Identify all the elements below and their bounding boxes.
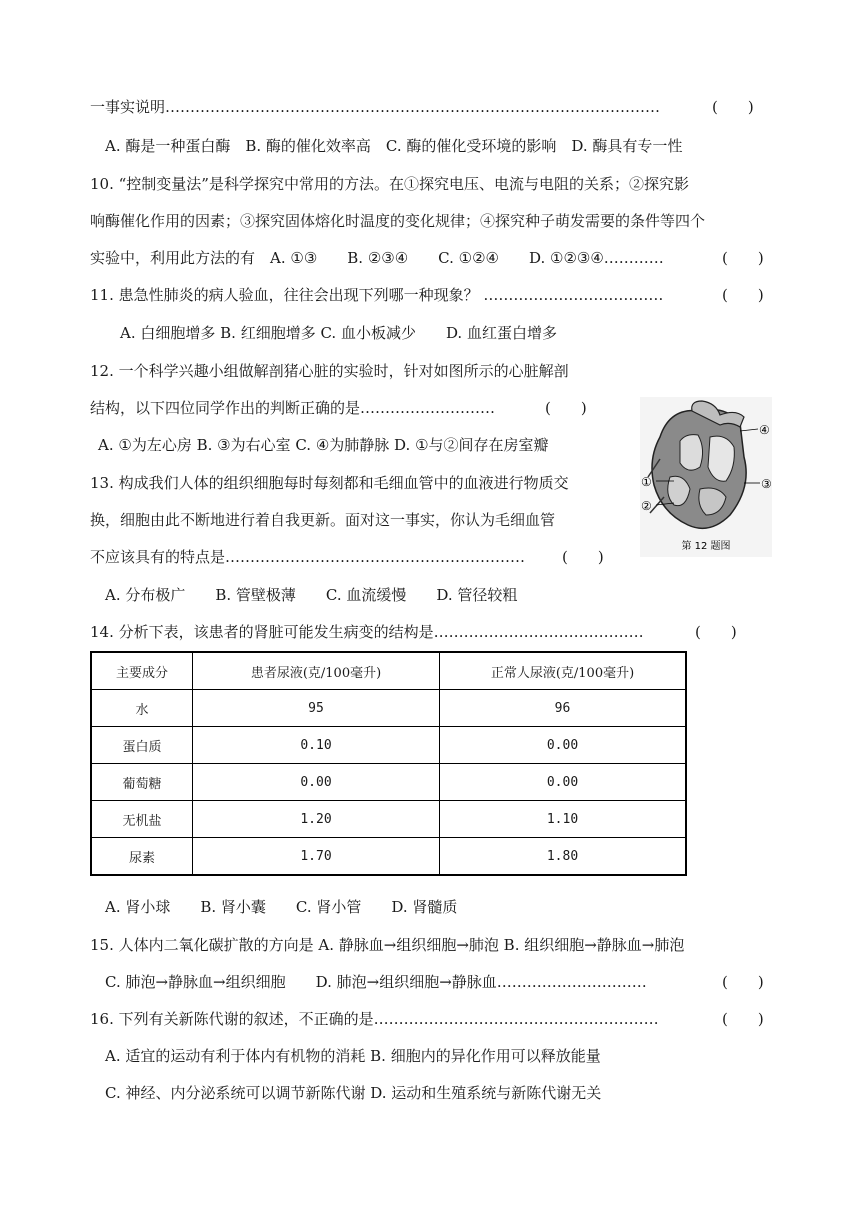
q13-line2: 换，细胞由此不断地进行着自我更新。面对这一事实，你认为毛细血管	[90, 511, 556, 529]
table-cell: 1.20	[193, 801, 440, 838]
q14-options: A. 肾小球 B. 肾小囊 C. 肾小管 D. 肾髓质	[105, 898, 458, 916]
table-cell: 1.10	[440, 801, 687, 838]
q9-stem-end: 一事实说明………………………………………………………………………………………	[90, 98, 661, 116]
q11-stem: 11. 患急性肺炎的病人验血，往往会出现下列哪一种现象？ ………………………………	[90, 286, 664, 304]
answer-bracket: ( )	[712, 98, 754, 116]
figure-label-1: ①	[641, 475, 652, 489]
q14-stem: 14. 分析下表，该患者的肾脏可能发生病变的结构是……………………………………	[90, 623, 644, 641]
table-row	[91, 690, 686, 727]
table-cell: 水	[91, 690, 193, 727]
table-cell: 0.00	[440, 764, 687, 801]
q16-stem: 16. 下列有关新陈代谢的叙述，不正确的是…………………………………………………	[90, 1010, 659, 1028]
q12-line1: 12. 一个科学兴趣小组做解剖猪心脏的实验时，针对如图所示的心脏解剖	[90, 362, 569, 380]
answer-bracket: ( )	[562, 548, 604, 566]
figure-label-2: ②	[641, 499, 652, 513]
table-cell: 95	[193, 690, 440, 727]
q9-options: A. 酶是一种蛋白酶 B. 酶的催化效率高 C. 酶的催化受环境的影响 D. 酶具有专一性	[105, 137, 683, 155]
q10-line3: 实验中，利用此方法的有 A. ①③ B. ②③④ C. ①②④ D. ①②③④…………	[90, 249, 664, 267]
table-header: 患者尿液(克/100毫升)	[193, 652, 440, 690]
heart-diagram-figure	[640, 397, 772, 557]
q13-line3: 不应该具有的特点是……………………………………………………	[90, 548, 526, 566]
table-row	[91, 764, 686, 801]
answer-bracket: ( )	[722, 249, 764, 267]
q16-options-1: A. 适宜的运动有利于体内有机物的消耗 B. 细胞内的异化作用可以释放能量	[105, 1047, 601, 1065]
table-cell: 0.00	[440, 727, 687, 764]
q10-line1: 10. “控制变量法”是科学探究中常用的方法。在①探究电压、电流与电阻的关系；②探究影	[90, 175, 689, 193]
table-cell: 尿素	[91, 838, 193, 876]
table-cell: 96	[440, 690, 687, 727]
q13-line1: 13. 构成我们人体的组织细胞每时每刻都和毛细血管中的血液进行物质交	[90, 474, 569, 492]
q16-options-2: C. 神经、内分泌系统可以调节新陈代谢 D. 运动和生殖系统与新陈代谢无关	[105, 1084, 602, 1102]
table-cell: 蛋白质	[91, 727, 193, 764]
table-row	[91, 801, 686, 838]
figure-label-4: ④	[759, 423, 770, 437]
table-row	[91, 727, 686, 764]
table-header: 正常人尿液(克/100毫升)	[440, 652, 687, 690]
table-cell: 葡萄糖	[91, 764, 193, 801]
table-cell: 0.10	[193, 727, 440, 764]
q11-options: A. 白细胞增多 B. 红细胞增多 C. 血小板减少 D. 血红蛋白增多	[120, 324, 557, 342]
answer-bracket: ( )	[695, 623, 737, 641]
table-cell: 0.00	[193, 764, 440, 801]
figure-label-3: ③	[761, 477, 772, 491]
answer-bracket: ( )	[722, 286, 764, 304]
table-header-row	[91, 652, 686, 690]
table-cell: 1.80	[440, 838, 687, 876]
urine-table	[90, 651, 687, 876]
table-row	[91, 838, 686, 876]
table-header: 主要成分	[91, 652, 193, 690]
q15-line1: 15. 人体内二氧化碳扩散的方向是 A. 静脉血→组织细胞→肺泡 B. 组织细胞→静脉血→肺泡	[90, 936, 685, 954]
q12-line2: 结构，以下四位同学作出的判断正确的是………………………	[90, 399, 496, 417]
q10-line2: 响酶催化作用的因素；③探究固体熔化时温度的变化规律；④探究种子萌发需要的条件等四个	[90, 212, 706, 230]
table-cell: 1.70	[193, 838, 440, 876]
answer-bracket: ( )	[545, 399, 587, 417]
figure-caption: 第 12 题图	[681, 541, 731, 552]
q12-options: A. ①为左心房 B. ③为右心室 C. ④为肺静脉 D. ①与②间存在房室瓣	[98, 436, 549, 454]
q13-options: A. 分布极广 B. 管壁极薄 C. 血流缓慢 D. 管径较粗	[105, 586, 518, 604]
answer-bracket: ( )	[722, 1010, 764, 1028]
answer-bracket: ( )	[722, 973, 764, 991]
table-cell: 无机盐	[91, 801, 193, 838]
q15-line2: C. 肺泡→静脉血→组织细胞 D. 肺泡→组织细胞→静脉血…………………………	[105, 973, 647, 991]
